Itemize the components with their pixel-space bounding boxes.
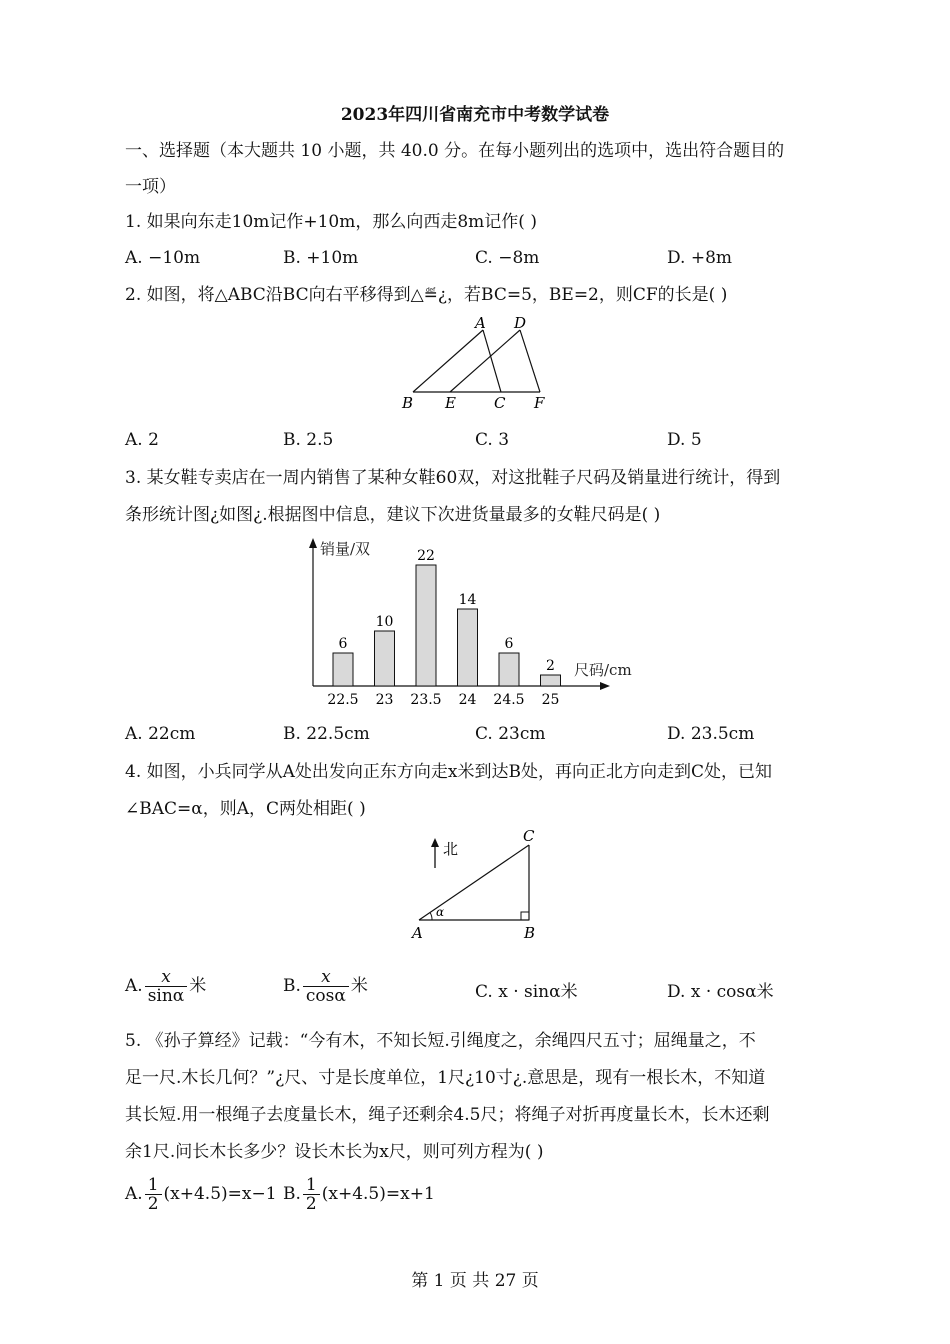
q1-stem: 1. 如果向东走10m记作+10m，那么向西走8m记作( )	[125, 212, 537, 232]
x-tick-label: 24	[458, 692, 477, 708]
label-f: F	[534, 394, 545, 412]
page-footer: 第 1 页 共 27 页	[411, 1271, 539, 1291]
q3-bar-chart	[298, 534, 648, 714]
label-a: A	[412, 924, 423, 942]
q2-option-d: D. 5	[667, 430, 702, 450]
q2-option-b: B. 2.5	[283, 430, 334, 450]
q3-option-b: B. 22.5cm	[283, 724, 370, 744]
x-tick-label: 22.5	[327, 692, 359, 708]
q5-stem-line1: 5. 《孙子算经》记载：“今有木，不知长短.引绳度之，余绳四尺五寸；屈绳量之，不	[125, 1031, 756, 1051]
bar-value-label: 6	[504, 636, 514, 652]
bar-value-label: 6	[338, 636, 348, 652]
bar-value-label: 14	[458, 592, 477, 608]
x-tick-label: 23.5	[410, 692, 442, 708]
q3-stem-line1: 3. 某女鞋专卖店在一周内销售了某种女鞋60双，对这批鞋子尺码及销量进行统计，得到	[125, 468, 781, 488]
bar-23	[375, 631, 395, 686]
bar-22.5	[333, 653, 353, 686]
q5-stem-line3: 其长短.用一根绳子去度量长木，绳子还剩余4.5尺；将绳子对折再度量长木，长木还剩	[125, 1105, 770, 1125]
bar-value-label: 2	[546, 658, 555, 674]
q5-option-a: A. $\frac{1}{2}$ (x+4.5)=x−1	[125, 1175, 277, 1214]
q2-option-a: A. 2	[125, 430, 159, 450]
x-tick-label: 23	[375, 692, 394, 708]
label-b: B	[524, 924, 536, 942]
q4-stem-line1: 4. 如图，小兵同学从A处出发向正东方向走x米到达B处，再向正北方向走到C处，已知	[125, 762, 772, 782]
q1-option-a: A. −10m	[125, 248, 201, 268]
bar-24.5	[499, 653, 519, 686]
label-d: D	[514, 314, 527, 332]
section-heading: 一、选择题（本大题共 10 小题，共 40.0 分。在每小题列出的选项中，选出符合题目的	[125, 141, 785, 161]
bar-value-label: 10	[375, 614, 394, 630]
label-c: C	[523, 827, 535, 845]
q4-stem-line2: ∠BAC=α，则A，C两处相距( )	[125, 799, 366, 819]
label-c: C	[494, 394, 506, 412]
q4-option-c: C. x · sinα米	[475, 982, 578, 1002]
bar-25	[541, 675, 561, 686]
x-axis-arrow	[600, 682, 610, 690]
q4-option-a: A. $\frac{x}{\sin\alpha}$ 米	[125, 967, 207, 1006]
q1-option-c: C. −8m	[475, 248, 540, 268]
y-axis-arrow	[309, 538, 317, 548]
y-axis-label: 销量/双	[320, 540, 371, 558]
q3-option-a: A. 22cm	[125, 724, 196, 744]
label-a: A	[475, 314, 486, 332]
label-b: B	[402, 394, 414, 412]
q1-option-d: D. +8m	[667, 248, 733, 268]
north-arrow-head	[431, 838, 439, 847]
bar-23.5	[416, 565, 436, 686]
label-e: E	[445, 394, 456, 412]
q5-stem-line4: 余1尺.问长木长多少？设长木长为x尺，则可列方程为( )	[125, 1142, 544, 1162]
x-axis-label: 尺码/cm	[574, 661, 632, 679]
x-tick-label: 25	[541, 692, 560, 708]
q2-stem: 2. 如图，将△ABC沿BC向右平移得到△≝¿，若BC=5，BE=2，则CF的长是( )	[125, 285, 728, 305]
section-heading-cont: 一项）	[125, 177, 176, 197]
x-tick-label: 24.5	[493, 692, 525, 708]
q3-option-d: D. 23.5cm	[667, 724, 755, 744]
q5-stem-line2: 足一尺.木长几何？”¿尺、寸是长度单位，1尺¿10寸¿.意思是，现有一根长木，不知道	[125, 1068, 766, 1088]
q5-option-b: B. $\frac{1}{2}$ (x+4.5)=x+1	[283, 1175, 435, 1214]
bar-24	[458, 609, 478, 686]
label-alpha: α	[436, 905, 445, 919]
q4-option-d: D. x · cosα米	[667, 982, 774, 1002]
q2-triangle-figure	[395, 312, 565, 412]
label-north: 北	[443, 840, 459, 858]
bar-value-label: 22	[417, 548, 435, 564]
q4-option-b: B. $\frac{x}{\cos\alpha}$ 米	[283, 967, 368, 1006]
q1-option-b: B. +10m	[283, 248, 359, 268]
q2-option-c: C. 3	[475, 430, 510, 450]
q3-stem-line2: 条形统计图¿如图¿.根据图中信息，建议下次进货量最多的女鞋尺码是( )	[125, 505, 661, 525]
page-title: 2023年四川省南充市中考数学试卷	[340, 105, 610, 125]
q3-option-c: C. 23cm	[475, 724, 546, 744]
q4-right-triangle-figure	[405, 826, 550, 946]
